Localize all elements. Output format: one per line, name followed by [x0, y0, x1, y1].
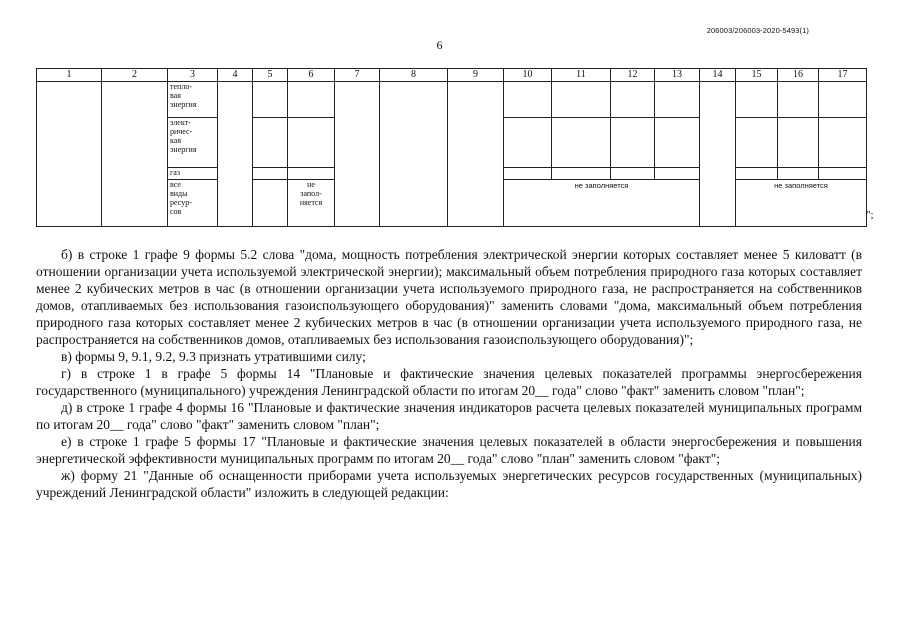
cell-empty	[552, 82, 611, 118]
cell-empty	[504, 118, 552, 168]
col-number: 13	[655, 69, 700, 82]
cell-empty	[700, 82, 736, 227]
column-number-row	[37, 69, 867, 82]
paragraph-b: б) в строке 1 графе 9 формы 5.2 слова "дома, мощность потребления электрической энергии которых составляет менее 5 киловатт (в отношении организации учета используемой электрической энергии); максимальный объем потребления природного газа которых составляет менее 2 кубических метров в час (в отношении организации учета используемого природного газа, не распространяется на собственников домов, отапливаемых без использования газоиспользующего оборудования)" заменить словами "дома, максимальный объем потребления природного газа которых составляет менее 2 кубических метров в час (в отношении организации учета используемого природного газа, не распространяется на собственников домов, отапливаемых без использования газоиспользующего оборудования)";	[36, 247, 862, 347]
col-number: 1	[37, 69, 102, 82]
col-number: 4	[218, 69, 253, 82]
cell-empty	[37, 82, 102, 227]
cell-empty	[253, 118, 288, 168]
cell-empty	[380, 82, 448, 227]
cell-empty	[819, 118, 867, 168]
cell-empty	[655, 82, 700, 118]
cell-empty	[611, 118, 655, 168]
cell-empty	[335, 82, 380, 227]
col-number: 7	[335, 69, 380, 82]
cell-empty	[253, 168, 288, 180]
cell-empty	[736, 118, 778, 168]
col-number: 17	[819, 69, 867, 82]
label-gas: газ	[168, 168, 218, 180]
col-number: 12	[611, 69, 655, 82]
col-number: 8	[380, 69, 448, 82]
cell-empty	[778, 118, 819, 168]
paragraph-e: е) в строке 1 графе 5 формы 17 "Плановые и фактические значения целевых показателей в области энергосбережения и повышения энергетической эффективности муниципальных программ по итогам 20__ года" слово "план" заменить словом "факт";	[36, 434, 862, 466]
cell-empty	[736, 168, 778, 180]
amendments-text	[36, 246, 862, 501]
col-number: 14	[700, 69, 736, 82]
cell-empty	[552, 118, 611, 168]
cell-empty	[819, 168, 867, 180]
closing-quote: ";	[866, 209, 874, 221]
page-number: 6	[436, 38, 443, 52]
col-number: 2	[102, 69, 168, 82]
paragraph-d: д) в строке 1 графе 4 формы 16 "Плановые и фактические значения индикаторов расчета целевых показателей муниципальных программ по итогам 20__ года" слово "факт" заменить словом "план";	[36, 400, 862, 432]
cell-empty	[655, 118, 700, 168]
cell-empty	[611, 168, 655, 180]
cell-empty	[611, 82, 655, 118]
cell-empty	[655, 168, 700, 180]
paragraph-v: в) формы 9, 9.1, 9.2, 9.3 признать утратившими силу;	[61, 349, 366, 364]
not-filled-group-1: не заполняется	[504, 180, 700, 227]
col-number: 16	[778, 69, 819, 82]
document-id: 206003/206003-2020-5493(1)	[706, 26, 809, 35]
cell-empty	[288, 168, 335, 180]
label-all-resources: все виды ресур- сов	[168, 180, 218, 227]
col-number: 10	[504, 69, 552, 82]
paragraph-zh: ж) форму 21 "Данные об оснащенности приборами учета используемых энергетических ресурсов государственных (муниципальных) учреждений Ленинградской области" изложить в следующей редакции:	[36, 468, 862, 500]
row-heat	[37, 82, 867, 118]
cell-empty	[504, 168, 552, 180]
not-filled-group-2: не заполняется	[736, 180, 867, 227]
cell-empty	[778, 82, 819, 118]
col-number: 15	[736, 69, 778, 82]
cell-empty	[253, 82, 288, 118]
cell-empty	[448, 82, 504, 227]
form-table	[36, 68, 867, 227]
cell-empty	[102, 82, 168, 227]
cell-empty	[218, 82, 253, 227]
cell-empty	[288, 82, 335, 118]
col-number: 6	[288, 69, 335, 82]
label-electric-energy: элект- ричес- кая энергия	[168, 118, 218, 168]
col-number: 5	[253, 69, 288, 82]
col6-not-filled: не запол- няется	[288, 180, 335, 227]
cell-empty	[736, 82, 778, 118]
label-heat-energy: тепло- вая энергия	[168, 82, 218, 118]
cell-empty	[778, 168, 819, 180]
col-number: 9	[448, 69, 504, 82]
cell-empty	[504, 82, 552, 118]
cell-empty	[288, 118, 335, 168]
col-number: 3	[168, 69, 218, 82]
cell-empty	[819, 82, 867, 118]
paragraph-g: г) в строке 1 в графе 5 формы 14 "Плановые и фактические значения целевых показателей программы энергосбережения государственного (муниципального) учреждения Ленинградской области по итогам 20__ года" слово "факт" заменить словом "план";	[36, 366, 862, 398]
cell-empty	[552, 168, 611, 180]
col-number: 11	[552, 69, 611, 82]
cell-empty	[253, 180, 288, 227]
